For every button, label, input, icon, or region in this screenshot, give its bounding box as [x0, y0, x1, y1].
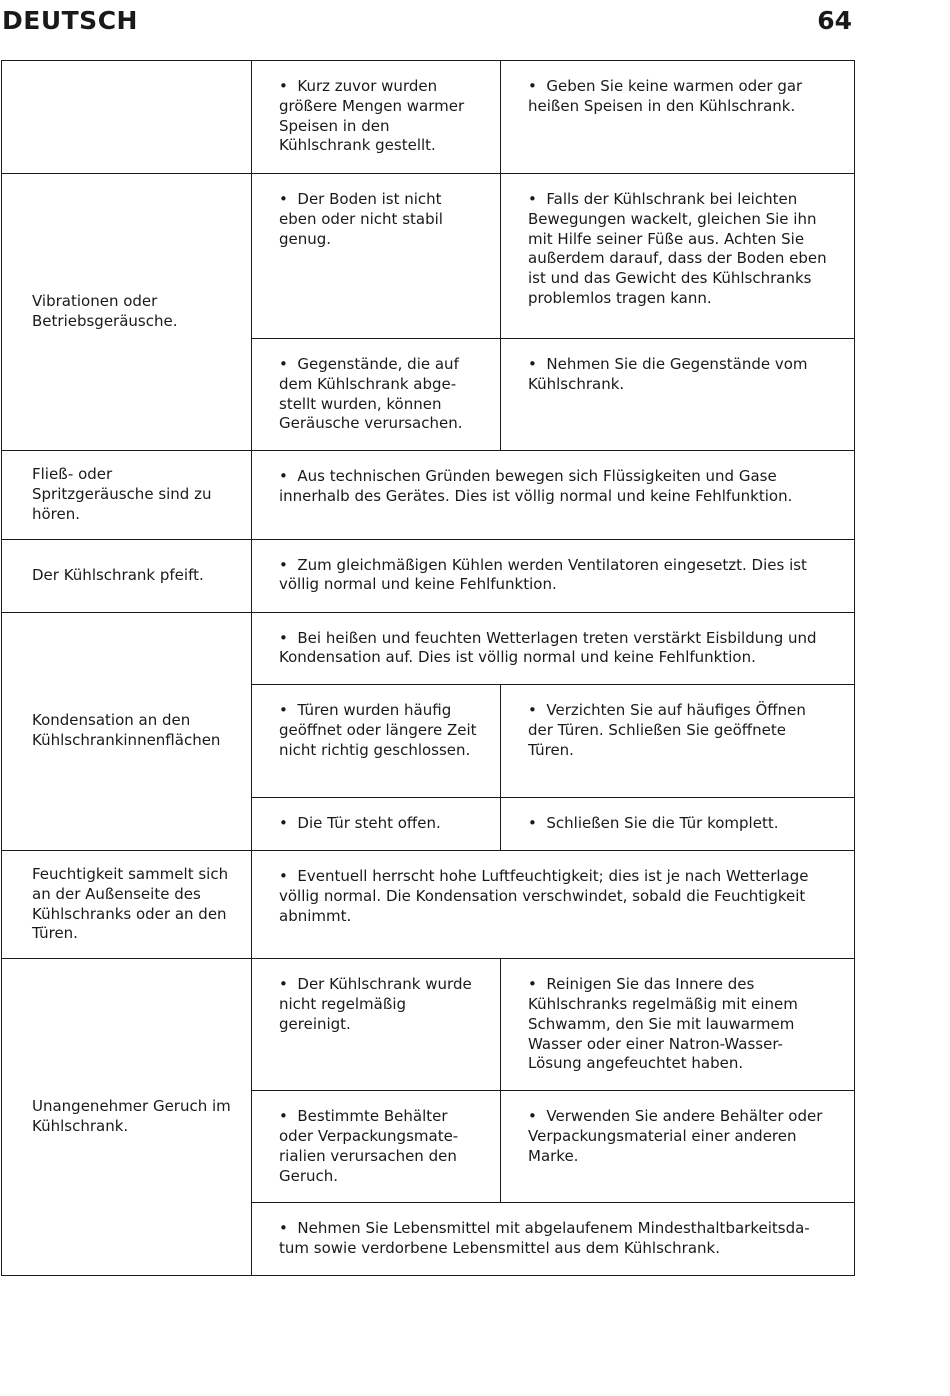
table-row	[2, 959, 855, 1091]
solution-cell: • Verzichten Sie auf häufiges Öffnen der Türen. Schließen Sie geöffnete Türen.	[501, 685, 855, 798]
table-row	[2, 850, 855, 958]
solution-cell: • Geben Sie keine warmen oder gar heißen Speisen in den Kühlschrank.	[501, 61, 855, 174]
cause-cell: • Die Tür steht offen.	[252, 798, 501, 851]
cause-cell: • Gegenstände, die auf dem Kühlschrank abge-stellt wurden, können Geräusche verursachen.	[252, 339, 501, 451]
solution-cell: • Schließen Sie die Tür komplett.	[501, 798, 855, 851]
language-label: DEUTSCH	[2, 6, 138, 35]
cause-cell: • Bestimmte Behälter oder Verpackungsmate-rialien verursachen den Geruch.	[252, 1091, 501, 1203]
page-number: 64	[817, 6, 852, 35]
symptom-cell: Feuchtigkeit sammelt sich an der Außenseite des Kühlschranks oder an den Türen.	[2, 850, 252, 958]
symptom-cell: Der Kühlschrank pfeift.	[2, 539, 252, 612]
explanation-cell: • Nehmen Sie Lebensmittel mit abgelaufenem Mindesthaltbarkeitsda-tum sowie verdorbene Lebensmittel aus dem Kühlschrank.	[252, 1203, 855, 1276]
solution-cell: • Reinigen Sie das Innere des Kühlschranks regelmäßig mit einem Schwamm, den Sie mit lauwarmem Wasser oder einer Natron-Wasser-Lösung angefeuchtet haben.	[501, 959, 855, 1091]
solution-cell: • Verwenden Sie andere Behälter oder Verpackungsmaterial einer anderen Marke.	[501, 1091, 855, 1203]
explanation-cell: • Eventuell herrscht hohe Luftfeuchtigkeit; dies ist je nach Wetterlage völlig normal. Die Kondensation verschwindet, sobald die Feuchtigkeit abnimmt.	[252, 850, 855, 958]
symptom-cell: Vibrationen oder Betriebsgeräusche.	[2, 174, 252, 451]
solution-cell: • Falls der Kühlschrank bei leichten Bewegungen wackelt, gleichen Sie ihn mit Hilfe seiner Füße aus. Achten Sie außerdem darauf, dass der Boden eben ist und das Gewicht des Kühlschranks problemlos tragen kann.	[501, 174, 855, 339]
table-row	[2, 174, 855, 339]
explanation-cell: • Zum gleichmäßigen Kühlen werden Ventilatoren eingesetzt. Dies ist völlig normal und keine Fehlfunktion.	[252, 539, 855, 612]
troubleshooting-table	[1, 60, 855, 1276]
cause-cell: • Kurz zuvor wurden größere Mengen warmer Speisen in den Kühlschrank gestellt.	[252, 61, 501, 174]
cause-cell: • Der Boden ist nicht eben oder nicht stabil genug.	[252, 174, 501, 339]
cause-cell: • Der Kühlschrank wurde nicht regelmäßig gereinigt.	[252, 959, 501, 1091]
symptom-cell: Unangenehmer Geruch im Kühlschrank.	[2, 959, 252, 1276]
table-row	[2, 612, 855, 685]
explanation-cell: • Bei heißen und feuchten Wetterlagen treten verstärkt Eisbildung und Kondensation auf. Dies ist völlig normal und keine Fehlfunktion.	[252, 612, 855, 685]
symptom-cell	[2, 61, 252, 174]
explanation-cell: • Aus technischen Gründen bewegen sich Flüssigkeiten und Gase innerhalb des Gerätes. Dies ist völlig normal und keine Fehlfunktion.	[252, 451, 855, 539]
table-row	[2, 539, 855, 612]
table-row	[2, 61, 855, 174]
page-header	[2, 6, 852, 40]
table-row	[2, 451, 855, 539]
cause-cell: • Türen wurden häufig geöffnet oder längere Zeit nicht richtig geschlossen.	[252, 685, 501, 798]
symptom-cell: Fließ- oder Spritzgeräusche sind zu hören.	[2, 451, 252, 539]
symptom-cell: Kondensation an den Kühlschrankinnenflächen	[2, 612, 252, 850]
solution-cell: • Nehmen Sie die Gegenstände vom Kühlschrank.	[501, 339, 855, 451]
